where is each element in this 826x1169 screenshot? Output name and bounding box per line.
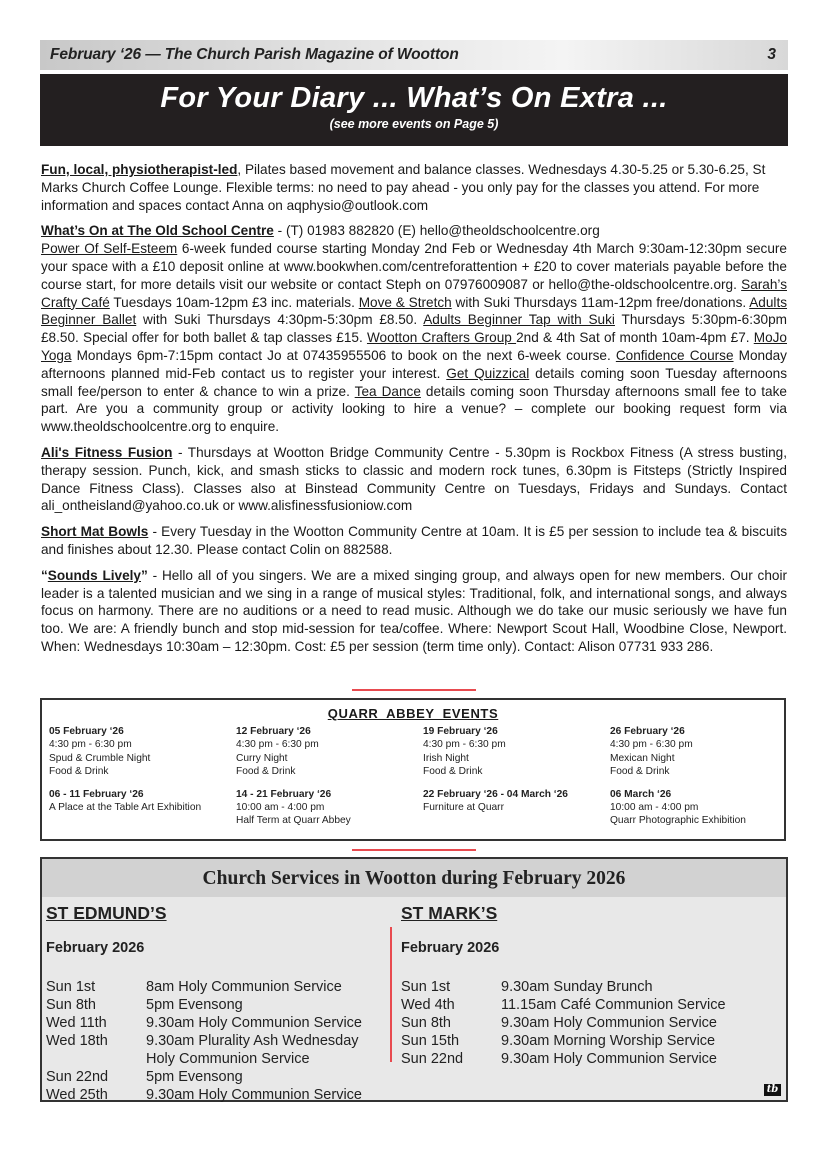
- divider-rule: [352, 689, 476, 691]
- magazine-header: [40, 40, 788, 70]
- activity-text: details coming soon Tuesday afternoons small fee/person to enter & chance to win a prize.: [41, 365, 787, 399]
- service-day: Wed 25th: [46, 1087, 108, 1103]
- quarr-event: [236, 788, 423, 828]
- services-list: [46, 978, 387, 1104]
- service-row: [401, 1050, 782, 1068]
- event-title: Irish Night: [423, 752, 469, 764]
- article-text: - Hello all of you singers. We are a mixed singing group, and always open for new members. Our choir leader is a talented musician and we sing in a range of musical styles: Traditional, folk, and international songs, and always focus on harmony. There are no auditions or a need to read music. Although we do take our music seriously we have fun too. We are: A friendly bunch and stop mid-session for tea/coffee. Where: Newport Scout Hall, Woodbine Close, Newport. When: Wednesdays 10:30am – 12:30pm. Cost: £5 per session (term time only). Contact: Alison 07731 933 286.: [41, 567, 788, 654]
- event-date: 12 February ‘26: [236, 726, 311, 737]
- article-contact: - (T) 01983 882820 (E) hello@theoldschoolcentre.org: [273, 223, 600, 239]
- service-day: Sun 15th: [401, 1033, 460, 1049]
- service-row: [401, 978, 782, 996]
- activity-text: with Suki Thursdays 4:30pm-5:30pm £8.50.: [136, 312, 424, 328]
- event-title: Spud & Crumble Night: [49, 752, 151, 764]
- magazine-title: February ‘26 — The Church Parish Magazine of Wootton: [50, 46, 459, 63]
- service-description: 11.15am Café Communion Service: [501, 997, 726, 1013]
- event-date: 14 - 21 February ‘26: [236, 788, 332, 800]
- service-row: [46, 978, 387, 996]
- event-title: A Place at the Table Art Exhibition: [49, 802, 202, 814]
- article-text: - Thursdays at Wootton Bridge Community Centre - 5.30pm is Rockbox Fitness (A stress busting, therapy session. Punch, kick, and smash sticks to classic and modern rock tunes, 6.30pm is Fitsteps (Strictly Inspired Dance Fitness Class). Classes also at Binstead Community Centre on Tuesdays, Fridays and Sundays. Contact ali_ontheisland@yahoo.co.uk or www.alisfinessfusioniow.com: [41, 444, 787, 514]
- article-text: - Every Tuesday in the Wootton Community Centre at 10am. It is £5 per session to include tea & biscuits and finishes about 12.30. Please contact Colin on 882588.: [41, 524, 787, 557]
- event-time: 10:00 am - 4:00 pm: [610, 802, 699, 814]
- quote-mark: ”: [141, 567, 148, 583]
- activity-text: Mondays 6pm-7:15pm contact Jo at 07435955506 to book on the next 6-week course.: [71, 347, 616, 363]
- service-day: Sun 8th: [46, 997, 96, 1013]
- activity-name: Wootton Crafters Group: [366, 330, 517, 346]
- event-date: 06 - 11 February ‘26: [49, 788, 144, 800]
- quarr-event: [49, 725, 236, 779]
- quarr-abbey-events-box: [40, 698, 786, 841]
- article-old-school-centre: [41, 222, 787, 436]
- publisher-logo-icon: tb: [764, 1084, 781, 1096]
- services-month: February 2026: [46, 940, 145, 956]
- service-description: 9.30am Morning Worship Service: [501, 1033, 716, 1049]
- event-category: Food & Drink: [236, 766, 296, 778]
- event-time: 4:30 pm - 6:30 pm: [236, 739, 319, 751]
- service-day: Wed 11th: [46, 1015, 107, 1031]
- service-row: [46, 1050, 387, 1068]
- church-name: ST MARK’S: [401, 903, 498, 923]
- quarr-event: [423, 725, 610, 779]
- service-day: [46, 1050, 146, 1068]
- event-time: 4:30 pm - 6:30 pm: [610, 739, 693, 751]
- article-heading: Short Mat Bowls: [41, 524, 149, 540]
- service-description: 9.30am Holy Communion Service: [146, 1015, 362, 1031]
- event-title: Half Term at Quarr Abbey: [236, 815, 351, 827]
- service-row: [46, 1032, 387, 1050]
- church-services-box: [40, 857, 788, 1102]
- article-heading: Sounds Lively: [47, 567, 141, 583]
- quarr-title: QUARR ABBEY EVENTS: [327, 706, 499, 721]
- service-description: 9.30am Holy Communion Service: [501, 1051, 717, 1067]
- service-day: Sun 8th: [401, 1015, 451, 1031]
- event-title: Curry Night: [236, 752, 288, 764]
- article-body: [41, 161, 787, 664]
- diary-banner: [40, 74, 788, 146]
- column-divider: [390, 927, 392, 1062]
- service-description: 5pm Evensong: [146, 997, 243, 1013]
- service-row: [46, 1086, 387, 1104]
- services-month: February 2026: [401, 940, 500, 956]
- activity-text: details coming soon Thursday afternoons small fee to take part. Are you a community group or activity looking to hire a venue? – complete our booking request form via www.theoldschoolcentre.org to enquire.: [41, 383, 787, 435]
- quarr-event: [423, 788, 610, 828]
- quarr-event: [610, 788, 790, 828]
- article-heading: What’s On at The Old School Centre: [41, 223, 274, 239]
- page-number: 3: [767, 46, 776, 63]
- service-day: Sun 1st: [401, 979, 451, 995]
- service-description: 8am Holy Communion Service: [146, 979, 342, 995]
- event-time: 4:30 pm - 6:30 pm: [49, 739, 132, 751]
- event-time: 10:00 am - 4:00 pm: [236, 802, 325, 814]
- event-date: 06 March ‘26: [610, 788, 672, 800]
- service-day: Wed 18th: [46, 1033, 108, 1049]
- service-description: 9.30am Sunday Brunch: [501, 979, 653, 995]
- service-day: Sun 1st: [46, 979, 96, 995]
- event-date: 26 February ‘26: [610, 726, 685, 737]
- article-short-mat-bowls: [41, 523, 787, 559]
- event-date: 19 February ‘26: [423, 726, 498, 737]
- activity-name: MoJo Yoga: [41, 330, 787, 363]
- activity-name: Move & Stretch: [358, 294, 452, 310]
- activity-text: Thursdays 5:30pm-6:30pm £8.50. Special offer for both ballet & tap classes £15.: [41, 312, 788, 346]
- services-title: Church Services in Wootton during February 2026: [42, 859, 786, 897]
- activity-text: with Suki Thursdays 11am-12pm free/donations.: [451, 294, 750, 310]
- event-title: Mexican Night: [610, 752, 675, 764]
- services-list: [401, 978, 782, 1068]
- quarr-event: [49, 788, 236, 828]
- activity-text: Monday afternoons planned mid-Feb contact us to register your interest.: [41, 347, 787, 381]
- activity-text: Tuesdays 10am-12pm £3 inc. materials.: [109, 294, 359, 310]
- service-row: [401, 1014, 782, 1032]
- church-name: ST EDMUND’S: [46, 903, 167, 923]
- service-day: Sun 22nd: [401, 1051, 464, 1067]
- banner-subtitle: (see more events on Page 5): [329, 117, 499, 131]
- quote-mark: “: [41, 567, 48, 583]
- service-row: [401, 1032, 782, 1050]
- service-day: Sun 22nd: [46, 1069, 109, 1085]
- article-pilates: [41, 161, 787, 214]
- activity-name: Adults Beginner Ballet: [41, 294, 788, 328]
- article-heading: Ali's Fitness Fusion: [41, 444, 173, 460]
- service-description: 9.30am Plurality Ash Wednesday: [146, 1033, 359, 1049]
- st-marks-column: [397, 899, 782, 1068]
- service-row: [46, 1014, 387, 1032]
- article-text: , Pilates based movement and balance classes. Wednesdays 4.30-5.25 or 5.30-6.25, St Marks Church Coffee Lounge. Flexible terms: no need to pay ahead - you only pay for the classes you attend. For more information and spaces contact Anna on aqphysio@outlook.com: [41, 162, 766, 213]
- activity-name: Get Quizzical: [446, 365, 530, 381]
- activity-name: Tea Dance: [354, 383, 421, 399]
- activity-name: Adults Beginner Tap with Suki: [423, 312, 615, 328]
- event-category: Food & Drink: [423, 766, 483, 778]
- article-fitness-fusion: [41, 444, 787, 515]
- event-title: Furniture at Quarr: [423, 802, 504, 814]
- quarr-events-grid: [49, 725, 784, 837]
- activity-text: 6-week funded course starting Monday 2nd Feb or Wednesday 4th March 9:30am-12:30pm secure your space with a £10 deposit online at www.bookwhen.com/centreforattention + £20 to cover materials payable before the course start, for more details visit our website or contact Steph on 07976009087 or hello@the-oldschoolcentre.org.: [41, 241, 787, 292]
- service-description: 9.30am Holy Communion Service: [501, 1015, 717, 1031]
- article-heading: Fun, local, physiotherapist-led: [41, 162, 238, 177]
- quarr-event: [236, 725, 423, 779]
- event-date: 05 February ‘26: [49, 726, 124, 737]
- activity-text: 2nd & 4th Sat of month 10am-4pm £7.: [516, 330, 754, 346]
- event-category: Food & Drink: [610, 766, 670, 778]
- service-description: 5pm Evensong: [146, 1069, 243, 1085]
- service-description: 9.30am Holy Communion Service: [146, 1087, 362, 1103]
- activity-name: Sarah’s Crafty Café: [41, 276, 787, 310]
- banner-title: For Your Diary ... What’s On Extra ...: [160, 82, 668, 114]
- service-row: [46, 1068, 387, 1086]
- divider-rule: [352, 849, 476, 851]
- activity-name: Power Of Self-Esteem: [41, 241, 178, 257]
- quarr-event: [610, 725, 790, 779]
- service-row: [46, 996, 387, 1014]
- event-time: 4:30 pm - 6:30 pm: [423, 739, 506, 751]
- event-category: Food & Drink: [49, 766, 109, 778]
- st-edmunds-column: [42, 899, 387, 1104]
- activity-name: Confidence Course: [615, 347, 734, 363]
- service-description: Holy Communion Service: [146, 1051, 310, 1067]
- article-sounds-lively: [41, 567, 787, 656]
- event-title: Quarr Photographic Exhibition: [610, 815, 746, 827]
- service-day: Wed 4th: [401, 997, 455, 1013]
- event-date: 22 February ‘26 - 04 March ‘26: [423, 788, 568, 800]
- service-row: [401, 996, 782, 1014]
